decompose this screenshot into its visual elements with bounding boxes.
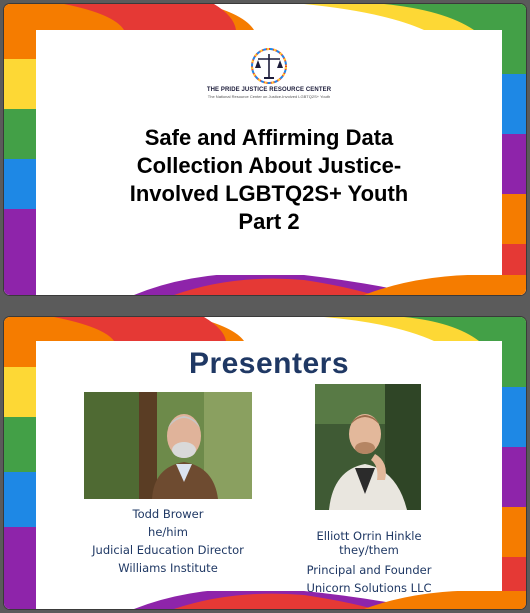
presenter2-info [280,529,458,597]
title-line: Involved LGBTQ2S+ Youth [129,181,409,206]
title-line: Part 2 [238,209,300,234]
title-card [36,30,502,275]
title-line: Safe and Affirming Data [144,125,394,150]
title-slide [4,4,526,295]
org-logo [36,46,502,99]
presenter1-role: Judicial Education Director [92,543,244,557]
slide-title [36,124,502,236]
org-name: THE PRIDE JUSTICE RESOURCE CENTER [206,87,332,93]
presenters-slide [4,317,526,609]
presenter1-info [78,505,258,577]
presenters-card [36,341,502,595]
presenter1-name: Todd Brower [132,507,204,521]
presenter2-role: Principal and Founder [306,563,432,577]
presenter2-photo [315,384,421,510]
org-subtitle: The National Resource Center on Justice-Involved LGBTQ2S+ Youth [207,94,331,99]
presenters-heading: Presenters [188,347,350,380]
presenter1-photo [84,392,252,499]
presenter2-name: Elliott Orrin Hinkle [316,529,422,543]
presenter2-org: Unicorn Solutions LLC [306,581,432,595]
title-line: Collection About Justice- [136,153,402,178]
presenter1-org: Williams Institute [118,561,218,575]
presenter2-pronouns: they/them [339,543,399,557]
scales-of-justice-icon [244,46,294,86]
presenter1-pronouns: he/him [148,525,188,539]
